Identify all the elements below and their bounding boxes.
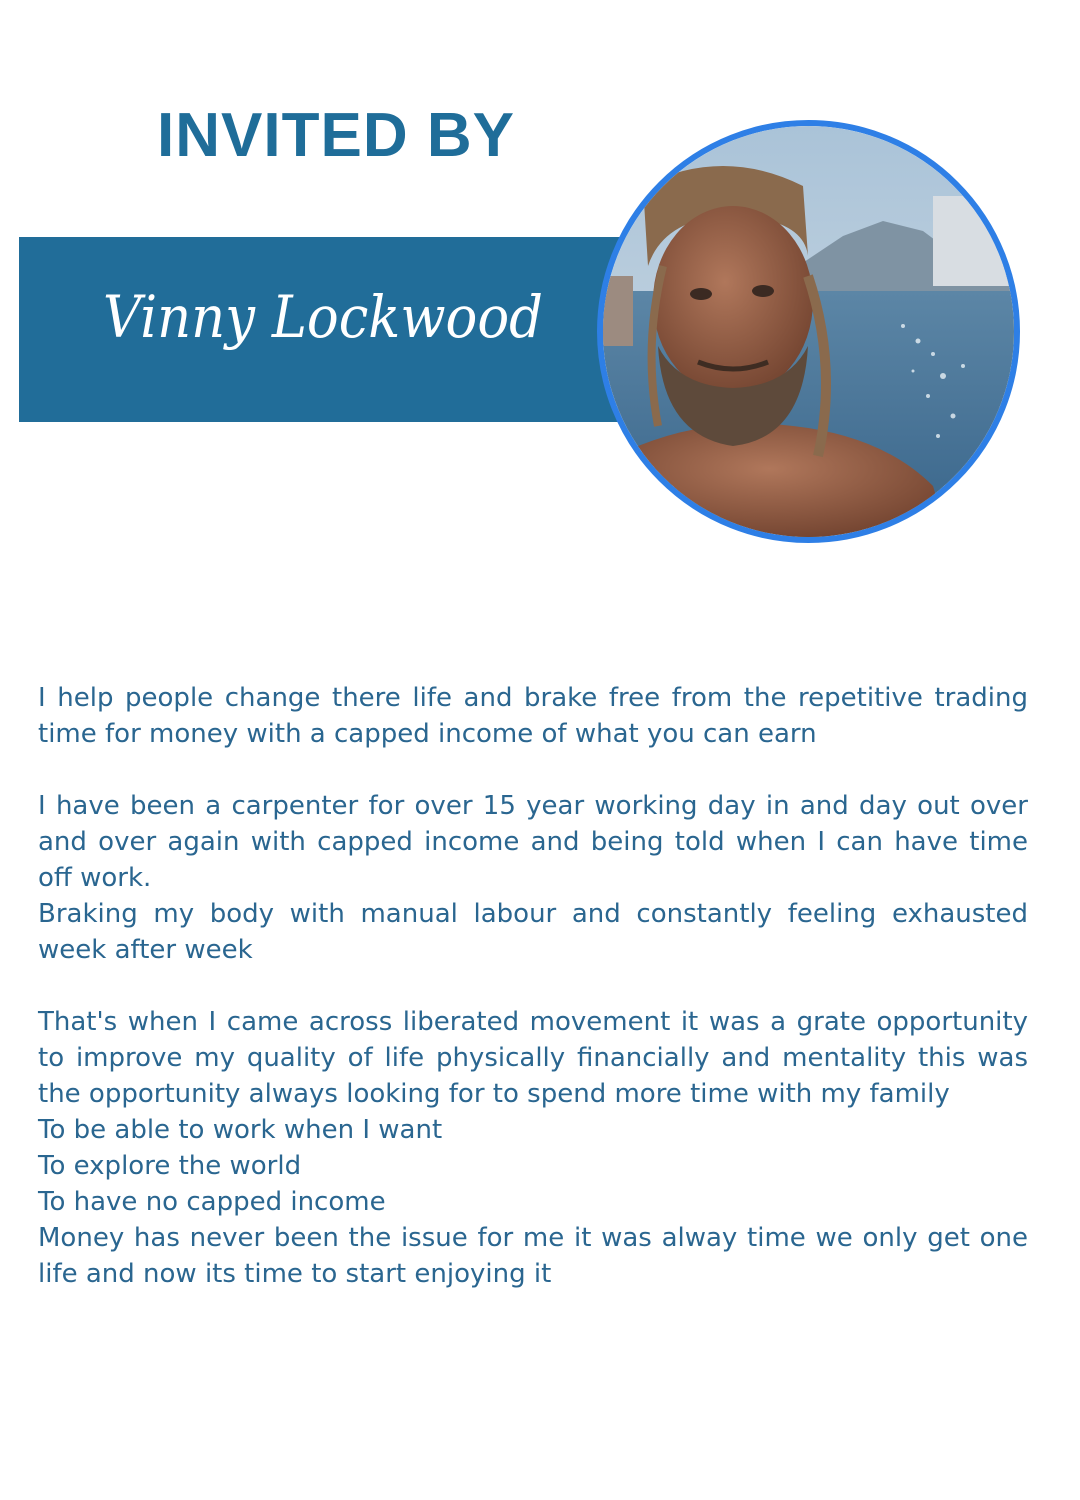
bio-line: To have no capped income — [38, 1187, 386, 1217]
host-name-signature — [95, 245, 575, 385]
bio-paragraph: Braking my body with manual labour and constantly feeling exhausted week after week — [38, 899, 1028, 965]
bio-paragraph: I have been a carpenter for over 15 year working day in and day out over and over again with capped income and being told when I can have time off work. — [38, 791, 1028, 893]
portrait-photo — [603, 126, 1014, 537]
page-title: INVITED BY — [157, 101, 515, 170]
bio-line: To explore the world — [38, 1151, 302, 1181]
bio-paragraph: That's when I came across liberated movement it was a grate opportunity to improve my quality of life physically financially and mentality this was the opportunity always looking for to spend more time with my family — [38, 1007, 1028, 1109]
host-name: Vinny Lockwood — [103, 283, 543, 351]
bio-section — [38, 680, 1028, 1292]
bio-paragraph: I help people change there life and brake free from the repetitive trading time for money with a capped income of what you can earn — [38, 683, 1028, 749]
host-portrait — [597, 120, 1020, 543]
bio-paragraph: Money has never been the issue for me it was alway time we only get one life and now its time to start enjoying it — [38, 1223, 1028, 1289]
bio-line: To be able to work when I want — [38, 1115, 443, 1145]
